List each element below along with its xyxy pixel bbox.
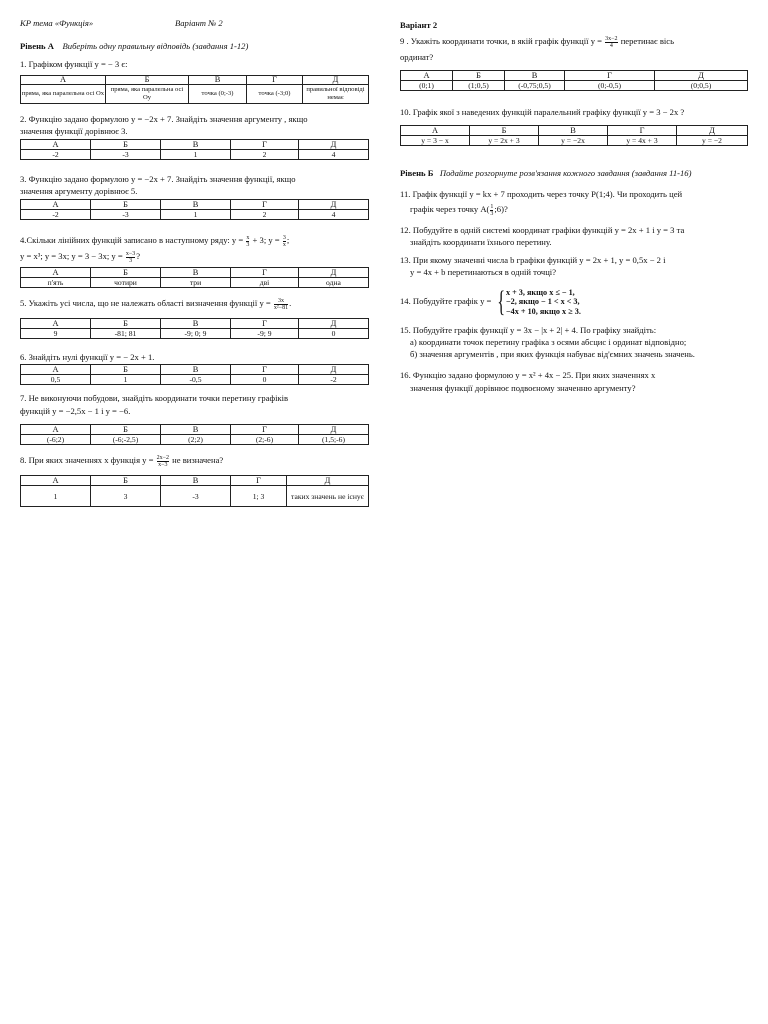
answer-cell: -2: [21, 210, 91, 220]
q1-text: 1. Графіком функції y = − 3 є:: [20, 59, 128, 69]
answer-cell: (1;0,5): [453, 81, 505, 91]
answer-cell: (2;-6): [231, 435, 299, 445]
q7-line1: 7. Не виконуючи побудови, знайдіть координати точки перетину графіків: [20, 393, 289, 403]
q5-fraction: [274, 298, 288, 311]
q14: [400, 284, 581, 318]
answer-cell: 9: [21, 329, 91, 339]
answer-cell: y = −2: [677, 136, 748, 146]
answer-cell: -9; 0; 9: [161, 329, 231, 339]
q4-text-e: ?: [136, 251, 141, 261]
q4-text-c: ;: [286, 235, 290, 245]
answer-cell: -3: [91, 150, 161, 160]
q10-text: 10. Графік якої з наведених функцій паралельний графіку функції y = 3 − 2x ?: [400, 107, 685, 117]
answer-cell: 4: [299, 210, 369, 220]
q4-table: [20, 267, 369, 288]
header-cell: В: [161, 476, 231, 486]
header-cell: Д: [299, 200, 369, 210]
fraction-denominator: 3: [490, 210, 494, 217]
answer-cell: (-6;-2,5): [91, 435, 161, 445]
header-cell: Д: [287, 476, 369, 486]
answer-cell: y = 2x + 3: [470, 136, 539, 146]
fraction-denominator: 3: [246, 241, 250, 248]
answer-cell: -2: [21, 150, 91, 160]
fraction-denominator: 3: [129, 257, 133, 264]
level-b-label: Рівень Б: [400, 168, 434, 178]
header-cell: А: [21, 268, 91, 278]
q4-fraction-3: [126, 251, 135, 264]
q5-text-b: .: [289, 298, 292, 308]
header-cell: Д: [677, 126, 748, 136]
header-cell: Д: [299, 425, 369, 435]
header-cell: Г: [231, 200, 299, 210]
header-cell: А: [401, 126, 470, 136]
q9-line1: [400, 35, 674, 49]
case-line: −4x + 10, якщо x ≥ 3.: [505, 306, 581, 316]
answer-cell: 2: [231, 210, 299, 220]
header-cell: Б: [91, 140, 161, 150]
q14-cases: [506, 288, 581, 317]
q8-text-a: 8. При яких значеннях x функція y =: [20, 455, 156, 465]
q2-table: [20, 139, 369, 160]
answer-cell: (0;1): [401, 81, 453, 91]
answer-cell: 3: [91, 486, 161, 507]
header-cell: Г: [247, 76, 303, 85]
header-cell: А: [21, 365, 91, 375]
header-cell: Б: [91, 268, 161, 278]
header-cell: А: [21, 200, 91, 210]
header-variant: Варіант № 2: [175, 18, 223, 28]
header-cell: Г: [231, 476, 287, 486]
header-cell: Д: [299, 140, 369, 150]
q7-line2: функцій y = −2,5x − 1 і y = −6.: [20, 406, 131, 416]
q4-fraction-2: [283, 235, 286, 248]
answer-cell: -2: [299, 375, 369, 385]
answer-cell: y = 4x + 3: [608, 136, 677, 146]
fraction-denominator: 4: [609, 42, 613, 49]
q11-text-a: графік через точку A(: [410, 204, 490, 214]
answer-cell: -9; 9: [231, 329, 299, 339]
header-cell: В: [161, 268, 231, 278]
answer-cell: п'ять: [21, 278, 91, 288]
answer-cell: (0;0,5): [655, 81, 748, 91]
header-cell: В: [161, 140, 231, 150]
answer-cell: 1: [21, 486, 91, 507]
q4-line1: [20, 234, 289, 248]
header-cell: Д: [303, 76, 369, 85]
q6-text: 6. Знайдіть нулі функції y = − 2x + 1.: [20, 352, 155, 362]
answer-cell: таких значень не існує: [287, 486, 369, 507]
q4-text-a: 4.Скільки лінійних функцій записано в наступному ряду: y =: [20, 235, 246, 245]
q15-line1: 15. Побудуйте графік функції y = 3x − |x + 2| + 4. По графіку знайдіть:: [400, 325, 657, 335]
brace-symbol: {: [496, 285, 505, 319]
q11-line1: 11. Графік функції y = kx + 7 проходить через точку P(1;4). Чи проходить цей: [400, 189, 683, 199]
fraction-denominator: x²−81: [273, 304, 289, 311]
header-cell: Б: [91, 476, 161, 486]
answer-cell: три: [161, 278, 231, 288]
header-cell: Д: [299, 268, 369, 278]
q12-line2: знайдіть координати їхнього перетину.: [410, 237, 552, 247]
level-a-heading: [20, 40, 248, 52]
header-cell: А: [21, 425, 91, 435]
header-cell: Д: [299, 365, 369, 375]
header-title: КР тема «Функція»: [20, 18, 94, 28]
q9-text-a: 9 . Укажіть координати точки, в якій графік функції y =: [400, 36, 605, 46]
q5-text-a: 5. Укажіть усі числа, що не належать області визначення функції y =: [20, 298, 273, 308]
answer-cell: 1: [91, 375, 161, 385]
header-cell: Д: [655, 71, 748, 81]
answer-cell: пряма, яка паралельна осі Oy: [106, 84, 189, 103]
q15-line2: а) координати точок перетину графіка з осями абсцис і ординат відповідно;: [410, 337, 687, 347]
answer-cell: (0;-0,5): [565, 81, 655, 91]
answer-cell: y = −2x: [539, 136, 608, 146]
answer-cell: 4: [299, 150, 369, 160]
header-cell: Б: [106, 76, 189, 85]
q11-fraction: [490, 204, 493, 217]
answer-cell: y = 3 − x: [401, 136, 470, 146]
q4-text-d: y = x³; y = 3x; y = 3 − 3x; y =: [20, 251, 125, 261]
fraction-numerator: 2x−2: [156, 454, 170, 461]
header-cell: А: [21, 76, 106, 85]
answer-cell: -81; 81: [91, 329, 161, 339]
fraction-numerator: x−3: [125, 250, 136, 257]
answer-cell: точка (0;-3): [189, 84, 247, 103]
q2-line1: 2. Функцію задано формулою y = −2x + 7. Знайдіть значення аргументу , якщо: [20, 114, 308, 124]
level-a-instruction: Виберіть одну правильну відповідь (завдання 1-12): [62, 41, 249, 51]
q3-line1: 3. Функцію задано формулою y = −2x + 7. Знайдіть значення функції, якщо: [20, 174, 296, 184]
header-cell: А: [21, 319, 91, 329]
header-cell: Г: [231, 268, 299, 278]
q10-table: [400, 125, 748, 146]
answer-cell: -3: [91, 210, 161, 220]
q9-line2: ординат?: [400, 52, 434, 62]
header-cell: Б: [91, 425, 161, 435]
fraction-denominator: x: [282, 241, 286, 248]
header-cell: Б: [453, 71, 505, 81]
q13-line2: y = 4x + b перетинаються в одній точці?: [410, 267, 557, 277]
q9-fraction: [605, 36, 617, 49]
answer-cell: 1: [161, 150, 231, 160]
answer-cell: 0: [231, 375, 299, 385]
variant2-title: Варіант 2: [400, 20, 438, 30]
answer-cell: (-6;2): [21, 435, 91, 445]
q8-fraction: [157, 455, 169, 468]
fraction-numerator: 3x: [274, 298, 288, 305]
fraction-numerator: 1: [490, 203, 494, 210]
header-cell: Г: [608, 126, 677, 136]
answer-cell: 1: [161, 210, 231, 220]
header-cell: Г: [231, 365, 299, 375]
q2-line2: значення функції дорівнює 3.: [20, 126, 128, 136]
header-cell: А: [21, 140, 91, 150]
q13-line1: 13. При якому значенні числа b графіки функцій y = 2x + 1, y = 0,5x − 2 і: [400, 255, 666, 265]
fraction-numerator: x: [246, 234, 250, 241]
answer-cell: пряма, яка паралельна осі Ox: [21, 84, 106, 103]
header-cell: Г: [231, 140, 299, 150]
header-cell: Г: [231, 319, 299, 329]
fraction-numerator: 3: [282, 234, 286, 241]
q16-line2: значення функції дорівнює подвоєному значенню аргументу?: [410, 383, 636, 393]
q5-text: [20, 297, 291, 311]
level-a-label: Рівень А: [20, 41, 54, 51]
q8-text: [20, 454, 223, 468]
header-cell: Б: [91, 200, 161, 210]
q8-text-b: не визначена?: [170, 455, 224, 465]
q15-line3: б) значення аргументів , при яких функція набуває від'ємних значень значень.: [410, 349, 695, 359]
header-cell: А: [21, 476, 91, 486]
q5-table: [20, 318, 369, 339]
q8-table: [20, 475, 369, 507]
header-cell: Г: [565, 71, 655, 81]
level-b-instruction: Подайте розгорнуте розв'язання кожного завдання (завдання 11-16): [439, 168, 692, 178]
q4-text-b: + 3; y =: [250, 235, 282, 245]
header-cell: Б: [91, 319, 161, 329]
answer-cell: 0: [299, 329, 369, 339]
answer-cell: 1; 3: [231, 486, 287, 507]
header-cell: В: [189, 76, 247, 85]
answer-cell: дві: [231, 278, 299, 288]
answer-cell: (1,5;-6): [299, 435, 369, 445]
header-cell: А: [401, 71, 453, 81]
answer-cell: (2;2): [161, 435, 231, 445]
answer-cell: 0,5: [21, 375, 91, 385]
header-cell: Б: [91, 365, 161, 375]
answer-cell: одна: [299, 278, 369, 288]
q14-text: 14. Побудуйте графік y =: [400, 296, 494, 306]
q7-table: [20, 424, 369, 445]
header-cell: Д: [299, 319, 369, 329]
q1-table: [20, 75, 369, 104]
header-cell: В: [161, 200, 231, 210]
q9-text-b: перетинає вісь: [618, 36, 675, 46]
header-cell: В: [539, 126, 608, 136]
fraction-numerator: 3x−2: [605, 35, 618, 42]
q6-table: [20, 364, 369, 385]
header-cell: В: [161, 425, 231, 435]
q12-line1: 12. Побудуйте в одній системі координат графіки функцій y = 2x + 1 і y = 3 та: [400, 225, 685, 235]
q11-text-b: ;6)?: [494, 204, 508, 214]
header-cell: В: [161, 319, 231, 329]
q16-line1: 16. Функцію задано формулою y = x² + 4x − 25. При яких значеннях x: [400, 370, 656, 380]
answer-cell: чотири: [91, 278, 161, 288]
q4-line2: [20, 250, 140, 264]
q3-line2: значення аргументу дорівнює 5.: [20, 186, 138, 196]
answer-cell: (-0,75;0,5): [505, 81, 565, 91]
level-b-heading: [400, 167, 691, 179]
answer-cell: -0,5: [161, 375, 231, 385]
answer-cell: правильної відповіді немає: [303, 84, 369, 103]
q4-fraction-1: [246, 235, 249, 248]
header: [20, 17, 223, 29]
answer-cell: 2: [231, 150, 299, 160]
fraction-denominator: x−3: [158, 461, 168, 468]
answer-cell: -3: [161, 486, 231, 507]
header-cell: Г: [231, 425, 299, 435]
header-cell: Б: [470, 126, 539, 136]
case-line: −2, якщо − 1 < x < 3,: [505, 297, 580, 307]
case-line: x + 3, якщо x ≤ − 1,: [505, 287, 575, 297]
answer-cell: точка (-3;0): [247, 84, 303, 103]
header-cell: В: [161, 365, 231, 375]
q3-table: [20, 199, 369, 220]
q11-line2: [410, 203, 508, 217]
header-cell: В: [505, 71, 565, 81]
q9-table: [400, 70, 748, 91]
